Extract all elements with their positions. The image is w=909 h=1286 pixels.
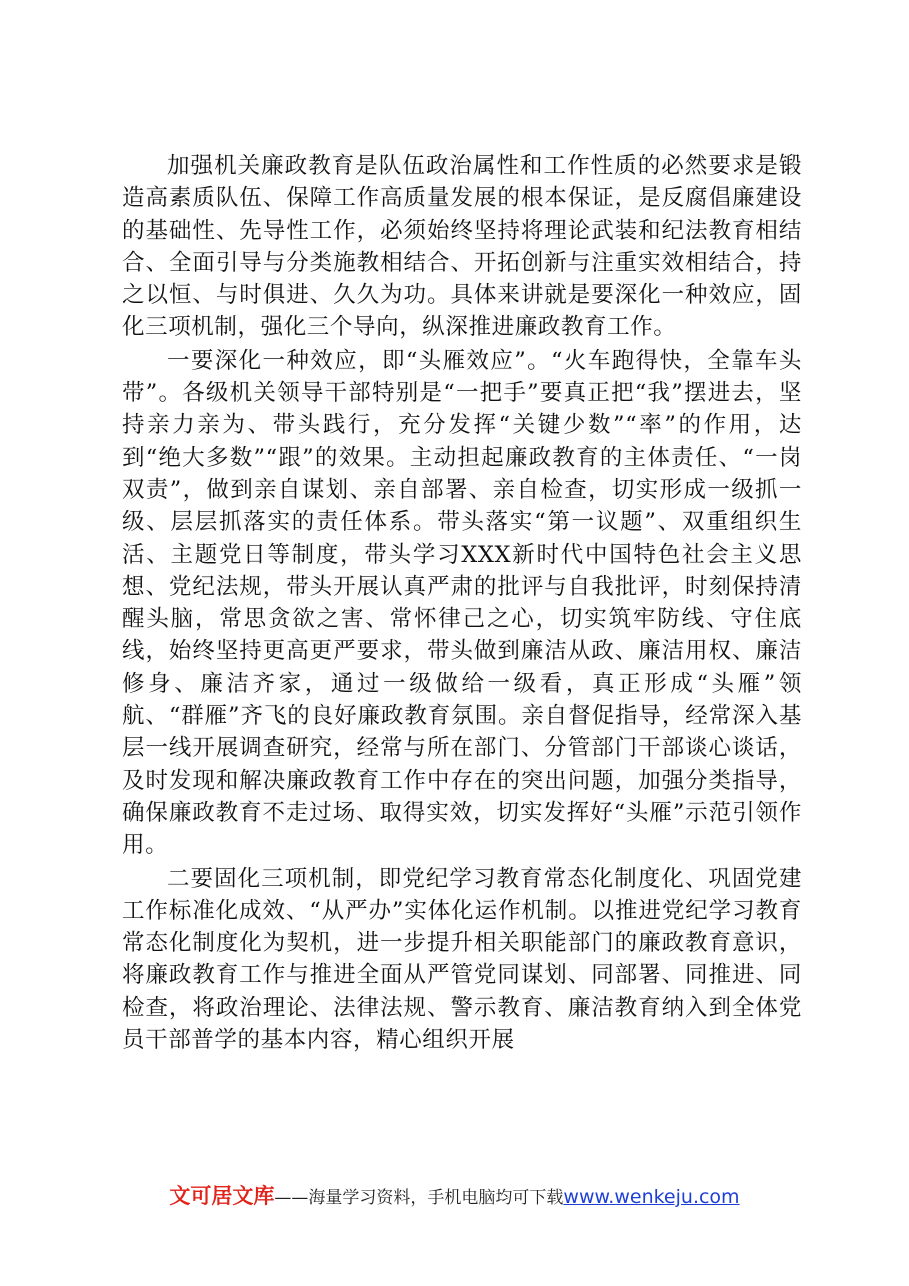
paragraph-lead-goose-effect: 一要深化一种效应，即“头雁效应”。“火车跑得快，全靠车头带”。各级机关领导干部特别是“一把手”要真正把“我”摆进去，坚持亲力亲为、带头践行，充分发挥“关键少数”“率”的作用，达到“绝大多数”“跟”的效果。主动担起廉政教育的主体责任、“一岗双责”，做到亲自谋划、亲自部署、亲自检查，切实形成一级抓一级、层层抓落实的责任体系。带头落实“第一议题”、双重组织生活、主题党日等制度，带头学习XXX新时代中国特色社会主义思想、党纪法规，带头开展认真严肃的批评与自我批评，时刻保持清醒头脑，常思贪欲之害、常怀律己之心，切实筑牢防线、守住底线，始终坚持更高更严要求，带头做到廉洁从政、廉洁用权、廉洁修身、廉洁齐家，通过一级做给一级看，真正形成“头雁”领航、“群雁”齐飞的良好廉政教育氛围。亲自督促指导，经常深入基层一线开展调查研究，经常与所在部门、分管部门干部谈心谈话，及时发现和解决廉政教育工作中存在的突出问题，加强分类指导，确保廉政教育不走过场、取得实效，切实发挥好“头雁”示范引领作用。 (122, 347, 802, 859)
footer-tagline: ——海量学习资料，手机电脑均可下载 (274, 1188, 564, 1208)
paragraph-three-mechanisms: 二要固化三项机制，即党纪学习教育常态化制度化、巩固党建工作标准化成效、“从严办”实体化运作机制。以推进党纪学习教育常态化制度化为契机，进一步提升相关职能部门的廉政教育意识，将廉政教育工作与推进全面从严管党同谋划、同部署、同推进、同检查，将政治理论、法律法规、警示教育、廉洁教育纳入到全体党员干部普学的基本内容，精心组织开展 (122, 865, 802, 1054)
footer-brand: 文可居文库 (169, 1184, 275, 1208)
footer-website-link[interactable]: www.wenkeju.com (563, 1186, 740, 1208)
footer-banner (0, 1180, 909, 1210)
document-body (122, 150, 802, 1056)
paragraph-intro: 加强机关廉政教育是队伍政治属性和工作性质的必然要求是锻造高素质队伍、保障工作高质量发展的根本保证，是反腐倡廉建设的基础性、先导性工作，必须始终坚持将理论武装和纪法教育相结合、全面引导与分类施教相结合、开拓创新与注重实效相结合，持之以恒、与时俱进、久久为功。具体来讲就是要深化一种效应，固化三项机制，强化三个导向，纵深推进廉政教育工作。 (122, 153, 802, 341)
